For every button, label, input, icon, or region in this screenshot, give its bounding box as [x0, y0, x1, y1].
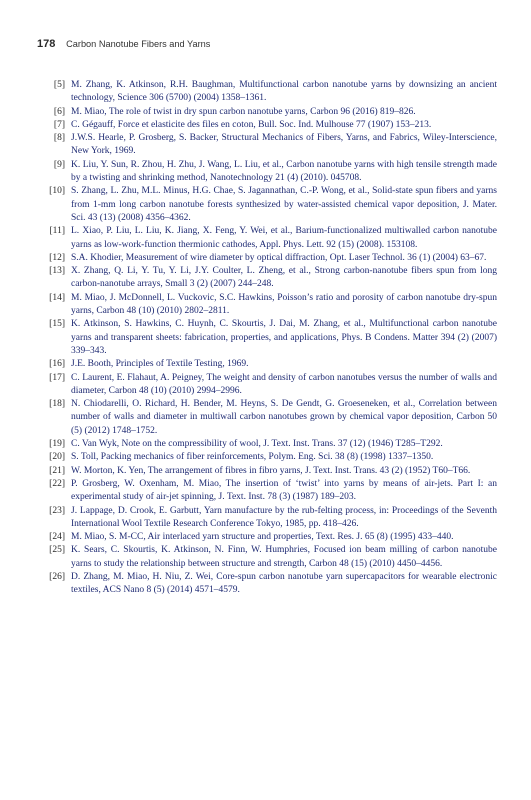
reference-item — [37, 185, 497, 225]
reference-item — [37, 318, 497, 358]
reference-item — [37, 132, 497, 159]
reference-text: X. Zhang, Q. Li, Y. Tu, Y. Li, J.Y. Coulter, L. Zheng, et al., Strong carbon-nanotube fibers spun from long carbon-nanotube arrays, Small 3 (2) (2007) 244–248. — [71, 266, 497, 290]
reference-text: S. Zhang, L. Zhu, M.L. Minus, H.G. Chae, S. Jagannathan, C.-P. Wong, et al., Solid-state spun fibers and yarns from 1-mm long carbon nanotube forests synthesized by water-assisted chemical vapor deposition, J. Mater. Sci. 43 (13) (2008) 4356–4362. — [71, 186, 497, 223]
reference-number: [21] — [49, 465, 65, 476]
reference-item — [37, 451, 497, 464]
reference-text: J. Lappage, D. Crook, E. Garbutt, Yarn manufacture by the rub-felting process, in: Proceedings of the Seventh International Wool Textile Research Conference Tokyo, 1985, pp. 418–426. — [71, 505, 497, 529]
reference-number: [20] — [49, 452, 65, 463]
reference-text: M. Miao, S. M-CC, Air interlaced yarn structure and properties, Text. Res. J. 65 (8) (1995) 433–440. — [71, 532, 454, 543]
reference-number: [13] — [49, 266, 65, 277]
reference-text: S. Toll, Packing mechanics of fiber reinforcements, Polym. Eng. Sci. 38 (8) (1998) 1337–1350. — [71, 452, 434, 463]
reference-text: M. Zhang, K. Atkinson, R.H. Baughman, Multifunctional carbon nanotube yarns by downsizing an ancient technology, Science 306 (5700) (2004) 1358–1361. — [71, 80, 497, 104]
reference-text: P. Grosberg, W. Oxenham, M. Miao, The insertion of ‘twist’ into yarns by means of air-jets. Part I: an experimental study of air-jet spinning, J. Text. Inst. 78 (3) (1987) 189–203. — [71, 478, 497, 503]
reference-item — [37, 252, 497, 265]
reference-text: M. Miao, The role of twist in dry spun carbon nanotube yarns, Carbon 96 (2016) 819–826. — [71, 106, 416, 117]
reference-number: [18] — [49, 399, 65, 410]
reference-item — [37, 398, 497, 438]
reference-number: [19] — [49, 439, 65, 450]
reference-item — [37, 292, 497, 319]
reference-text: C. Laurent, E. Flahaut, A. Peigney, The weight and density of carbon nanotubes versus the number of walls and diameter, Carbon 48 (10) (2010) 2994–2996. — [71, 372, 497, 396]
reference-item — [37, 79, 497, 106]
reference-number: [12] — [49, 252, 65, 263]
reference-text: K. Atkinson, S. Hawkins, C. Huynh, C. Skourtis, J. Dai, M. Zhang, et al., Multifunctional carbon nanotube yarns and transparent sheets: fabrication, properties, and applications, Phys. B Condens. Matter 394 (2) (2007) 339–343. — [71, 319, 497, 356]
reference-number: [11] — [49, 226, 65, 237]
reference-text: W. Morton, K. Yen, The arrangement of fibres in fibro yarns, J. Text. Inst. Trans. 43 (2) (1952) T60–T66. — [71, 465, 471, 476]
reference-item — [37, 372, 497, 399]
reference-item — [37, 478, 497, 505]
reference-text: N. Chiodarelli, O. Richard, H. Bender, M. Heyns, S. De Gendt, G. Groeseneken, et al., Correlation between number of walls and diameter in multiwall carbon nanotubes grown by chemical vapor deposition, Carbon 50 (5) (2012) 1748–1752. — [71, 399, 497, 436]
reference-item — [37, 106, 497, 119]
reference-text: D. Zhang, M. Miao, H. Niu, Z. Wei, Core-spun carbon nanotube yarn supercapacitors for wearable electronic textiles, ACS Nano 8 (5) (2014) 4571–4579. — [71, 571, 497, 596]
reference-item — [37, 465, 497, 478]
reference-item — [37, 438, 497, 451]
reference-number: [14] — [49, 292, 65, 303]
running-head — [37, 38, 210, 50]
reference-number: [16] — [49, 359, 65, 370]
reference-text: M. Miao, J. McDonnell, L. Vuckovic, S.C. Hawkins, Poisson’s ratio and porosity of carbon nanotube dry-spun yarns, Carbon 48 (10) (2010) 2802–2811. — [71, 292, 497, 317]
reference-item — [37, 159, 497, 186]
reference-number: [23] — [49, 505, 65, 516]
reference-item — [37, 544, 497, 571]
reference-number: [15] — [49, 319, 65, 330]
reference-item — [37, 119, 497, 132]
reference-item — [37, 265, 497, 292]
reference-number: [8] — [53, 133, 65, 144]
reference-number: [10] — [49, 186, 65, 197]
reference-text: K. Sears, C. Skourtis, K. Atkinson, N. Finn, W. Humphries, Focused ion beam milling of carbon nanotube yarns to study the relationship between structure and strength, Carbon 48 (15) (2010) 4450–4456. — [71, 545, 497, 569]
reference-number: [26] — [49, 571, 65, 582]
reference-number: [9] — [53, 159, 65, 170]
reference-number: [17] — [49, 372, 65, 383]
reference-item — [37, 225, 497, 252]
reference-list — [37, 79, 497, 598]
reference-item — [37, 571, 497, 598]
running-title: Carbon Nanotube Fibers and Yarns — [66, 39, 211, 49]
reference-number: [5] — [53, 80, 65, 90]
reference-text: J.W.S. Hearle, P. Grosberg, S. Backer, Structural Mechanics of Fibers, Yarns, and Fabrics, Wiley-Interscience, New York, 1969. — [71, 133, 497, 157]
reference-number: [24] — [49, 532, 65, 543]
reference-number: [6] — [53, 106, 65, 117]
reference-text: K. Liu, Y. Sun, R. Zhou, H. Zhu, J. Wang, L. Liu, et al., Carbon nanotube yarns with high tensile strength made by a twisting and shrinking method, Nanotechnology 21 (4) (2010). 045708. — [71, 159, 497, 184]
reference-text: J.E. Booth, Principles of Textile Testing, 1969. — [71, 359, 249, 370]
reference-number: [22] — [49, 478, 65, 489]
reference-number: [7] — [53, 119, 65, 130]
reference-item — [37, 358, 497, 371]
reference-text: L. Xiao, P. Liu, L. Liu, K. Jiang, X. Feng, Y. Wei, et al., Barium-functionalized multiwalled carbon nanotube yarns as low-work-function thermionic cathodes, Appl. Phys. Lett. 92 (15) (2008). 153108. — [71, 226, 497, 250]
reference-text: S.A. Khodier, Measurement of wire diameter by optical diffraction, Opt. Laser Technol. 36 (1) (2004) 63–67. — [71, 252, 487, 263]
reference-item — [37, 531, 497, 544]
reference-item — [37, 505, 497, 532]
reference-text: C. Gégauff, Force et elasticite des files en coton, Bull. Soc. Ind. Mulhouse 77 (1907) 153–213. — [71, 119, 432, 130]
reference-number: [25] — [49, 545, 65, 556]
page-number: 178 — [37, 38, 56, 50]
reference-text: C. Van Wyk, Note on the compressibility of wool, J. Text. Inst. Trans. 37 (12) (1946) T285–T292. — [71, 439, 443, 450]
